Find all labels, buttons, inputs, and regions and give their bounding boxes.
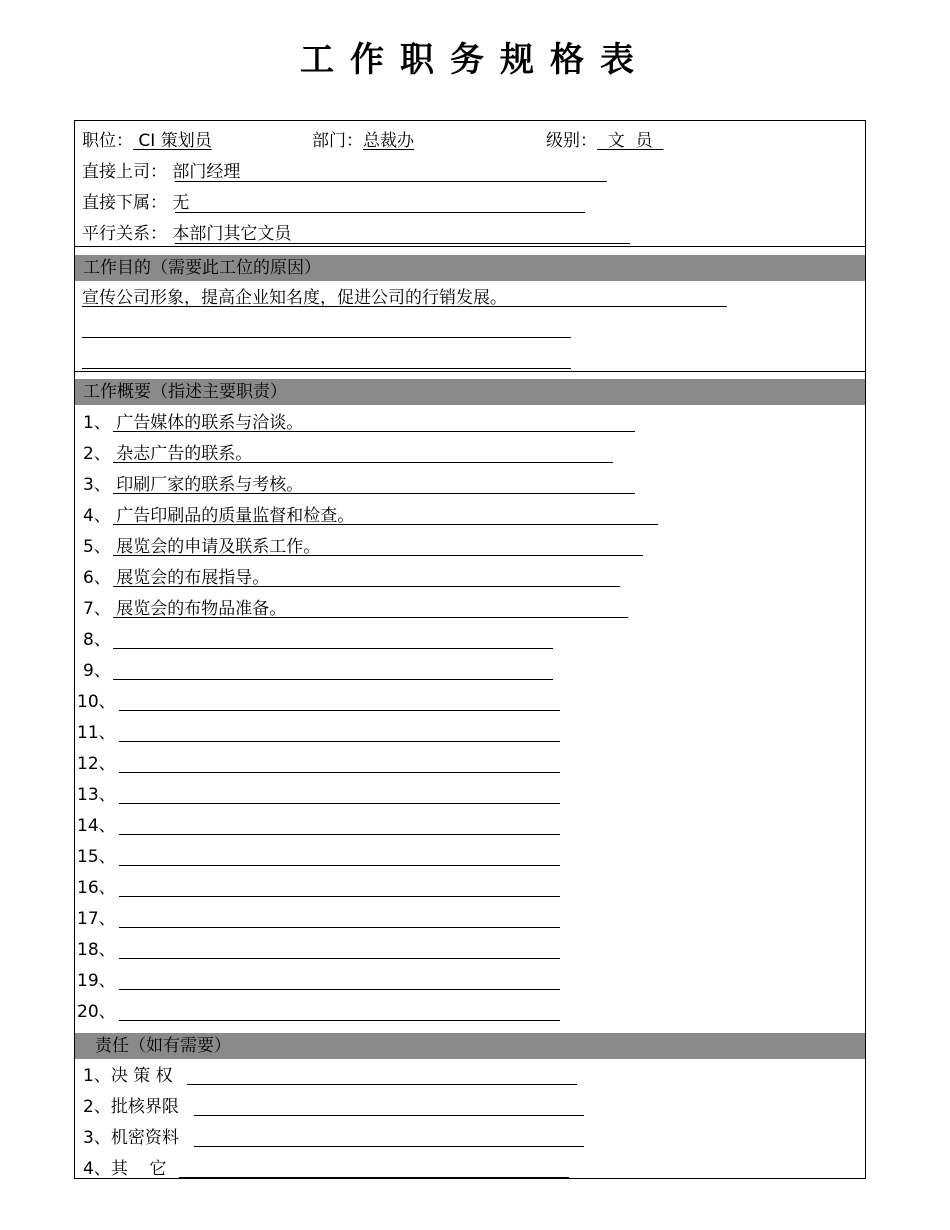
list-item-underline — [113, 555, 643, 556]
responsibility-item: 3、机密资料 — [83, 1128, 179, 1148]
list-item-underline — [113, 586, 620, 587]
list-item-underline — [113, 524, 658, 525]
list-item: 2、 杂志广告的联系。 — [83, 444, 253, 464]
list-item-underline — [113, 431, 635, 432]
list-item-underline — [113, 493, 635, 494]
list-item: 1、 广告媒体的联系与洽谈。 — [83, 413, 304, 433]
list-item-underline — [119, 710, 560, 711]
summary-heading: 工作概要（指述主要职责） — [83, 382, 287, 402]
list-item: 9、 — [83, 661, 111, 681]
supervisor-value: 部门经理 — [167, 162, 241, 182]
list-item: 8、 — [83, 630, 111, 650]
peer-label: 平行关系： — [82, 224, 167, 244]
list-item-underline — [113, 462, 613, 463]
subordinate-underline — [175, 212, 585, 213]
responsibility-item: 4、其 它 — [83, 1159, 167, 1179]
list-item-underline — [113, 648, 553, 649]
list-item-underline — [119, 958, 560, 959]
list-item: 13、 — [77, 785, 116, 805]
list-item-underline — [119, 1020, 560, 1021]
summary-heading-band — [75, 379, 865, 405]
level-label: 级别： — [546, 131, 597, 151]
responsibility-underline — [194, 1115, 584, 1116]
subordinate-label: 直接下属： — [82, 193, 167, 213]
list-item: 6、 展览会的布展指导。 — [83, 568, 270, 588]
purpose-underline-3 — [82, 368, 571, 369]
list-item: 14、 — [77, 816, 116, 836]
list-item: 7、 展览会的布物品准备。 — [83, 599, 287, 619]
responsibility-item: 1、决 策 权 — [83, 1066, 173, 1086]
list-item: 4、 广告印刷品的质量监督和检查。 — [83, 506, 355, 526]
purpose-text: 宣传公司形象，提高企业知名度，促进公司的行销发展。 — [82, 288, 507, 308]
peer-underline — [175, 243, 630, 244]
responsibility-underline — [179, 1177, 569, 1178]
responsibility-underline — [194, 1146, 584, 1147]
list-item: 5、 展览会的申请及联系工作。 — [83, 537, 321, 557]
purpose-heading-band — [75, 255, 865, 281]
purpose-underline-2 — [82, 337, 571, 338]
list-item: 18、 — [77, 940, 116, 960]
list-item: 15、 — [77, 847, 116, 867]
divider — [74, 246, 866, 247]
responsibility-heading-band — [75, 1033, 865, 1059]
supervisor-underline — [175, 181, 607, 182]
purpose-heading: 工作目的（需要此工位的原因） — [83, 258, 321, 278]
responsibility-underline — [187, 1084, 577, 1085]
list-item-underline — [119, 834, 560, 835]
position-value: CI 策划员 — [133, 131, 212, 151]
list-item-underline — [119, 772, 560, 773]
dept-row — [312, 130, 414, 152]
responsibility-item: 2、批核界限 — [83, 1097, 179, 1117]
list-item-underline — [119, 865, 560, 866]
list-item: 10、 — [77, 692, 116, 712]
dept-label: 部门： — [312, 131, 363, 151]
list-item-underline — [119, 927, 560, 928]
list-item: 12、 — [77, 754, 116, 774]
position-label: 职位： — [82, 131, 133, 151]
divider — [74, 371, 866, 372]
list-item: 19、 — [77, 971, 116, 991]
list-item: 20、 — [77, 1002, 116, 1022]
list-item-underline — [119, 989, 560, 990]
subordinate-row — [82, 192, 189, 214]
responsibility-heading: 责任（如有需要） — [95, 1036, 231, 1056]
supervisor-label: 直接上司： — [82, 162, 167, 182]
level-row — [546, 130, 663, 152]
list-item-underline — [119, 896, 560, 897]
list-item-underline — [119, 741, 560, 742]
list-item: 3、 印刷厂家的联系与考核。 — [83, 475, 304, 495]
dept-value: 总裁办 — [363, 131, 414, 151]
list-item: 16、 — [77, 878, 116, 898]
purpose-underline-1 — [82, 306, 727, 307]
page-title: 工作职务规格表 — [300, 40, 650, 80]
subordinate-value: 无 — [167, 193, 190, 213]
supervisor-row — [82, 161, 240, 183]
list-item: 17、 — [77, 909, 116, 929]
list-item-underline — [113, 679, 553, 680]
position-row — [82, 130, 212, 152]
peer-value: 本部门其它文员 — [167, 224, 292, 244]
peer-row — [82, 223, 291, 245]
list-item-underline — [119, 803, 560, 804]
list-item-underline — [113, 617, 628, 618]
level-value: 文 员 — [597, 131, 664, 151]
list-item: 11、 — [77, 723, 116, 743]
